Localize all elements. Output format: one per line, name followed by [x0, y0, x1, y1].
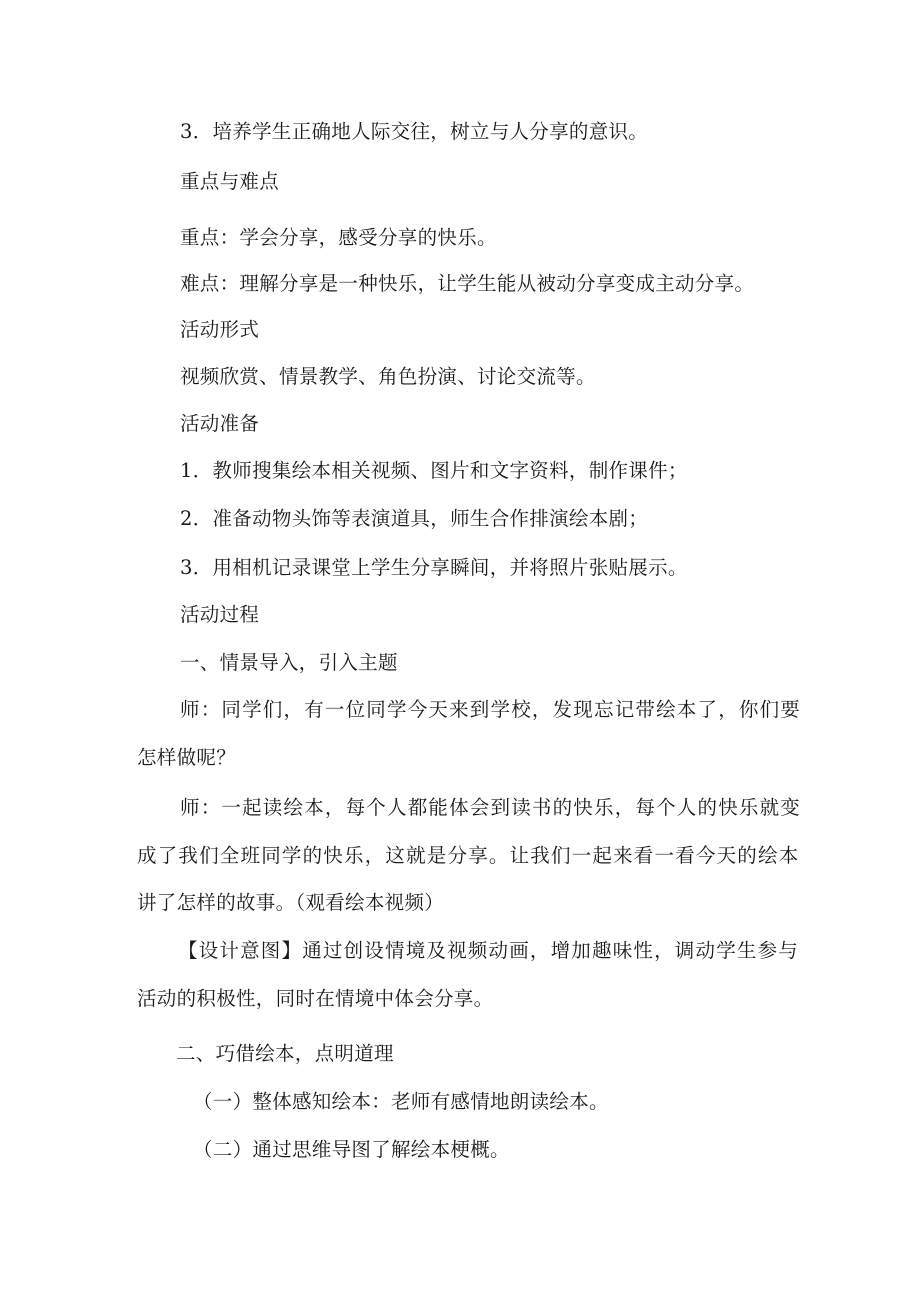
objective-3: 3．培养学生正确地人际交往，树立与人分享的意识。: [180, 120, 649, 143]
section-2-title: 二、巧借绘本，点明道理: [176, 1042, 394, 1065]
paragraph-line: 师：一起读绘本，每个人都能体会到读书的快乐，每个人的快乐就变: [180, 796, 802, 819]
design-intent-line: 【设计意图】通过创设情境及视频动画，增加趣味性，调动学生参与: [178, 939, 800, 962]
paragraph-line: 怎样做呢？: [137, 746, 237, 769]
section-1-title: 一、情景导入，引入主题: [180, 651, 398, 674]
preparation-item-3: 3．用相机记录课堂上学生分享瞬间，并将照片张贴展示。: [180, 556, 688, 579]
heading-process: 活动过程: [180, 603, 260, 626]
design-intent-line: 活动的积极性，同时在情境中体会分享。: [137, 987, 494, 1010]
heading-key-points: 重点与难点: [180, 170, 280, 193]
paragraph-line: 成了我们全班同学的快乐，这就是分享。让我们一起来看一看今天的绘本: [137, 844, 800, 867]
subsection-2: （二）通过思维导图了解绘本梗概。: [193, 1138, 510, 1161]
heading-activity-form: 活动形式: [180, 318, 260, 341]
key-point: 重点：学会分享，感受分享的快乐。: [180, 226, 497, 249]
paragraph-line: 师：同学们，有一位同学今天来到学校，发现忘记带绘本了，你们要: [180, 698, 802, 721]
subsection-1: （一）整体感知绘本：老师有感情地朗读绘本。: [193, 1090, 609, 1113]
heading-preparation: 活动准备: [180, 412, 260, 435]
preparation-item-2: 2．准备动物头饰等表演道具，师生合作排演绘本剧；: [180, 507, 649, 530]
paragraph-line: 讲了怎样的故事。（观看绘本视频）: [137, 891, 445, 914]
difficult-point: 难点：理解分享是一种快乐，让学生能从被动分享变成主动分享。: [180, 272, 755, 295]
activity-form-text: 视频欣赏、情景教学、角色扮演、讨论交流等。: [180, 365, 596, 388]
preparation-item-1: 1．教师搜集绘本相关视频、图片和文字资料，制作课件；: [180, 459, 688, 482]
